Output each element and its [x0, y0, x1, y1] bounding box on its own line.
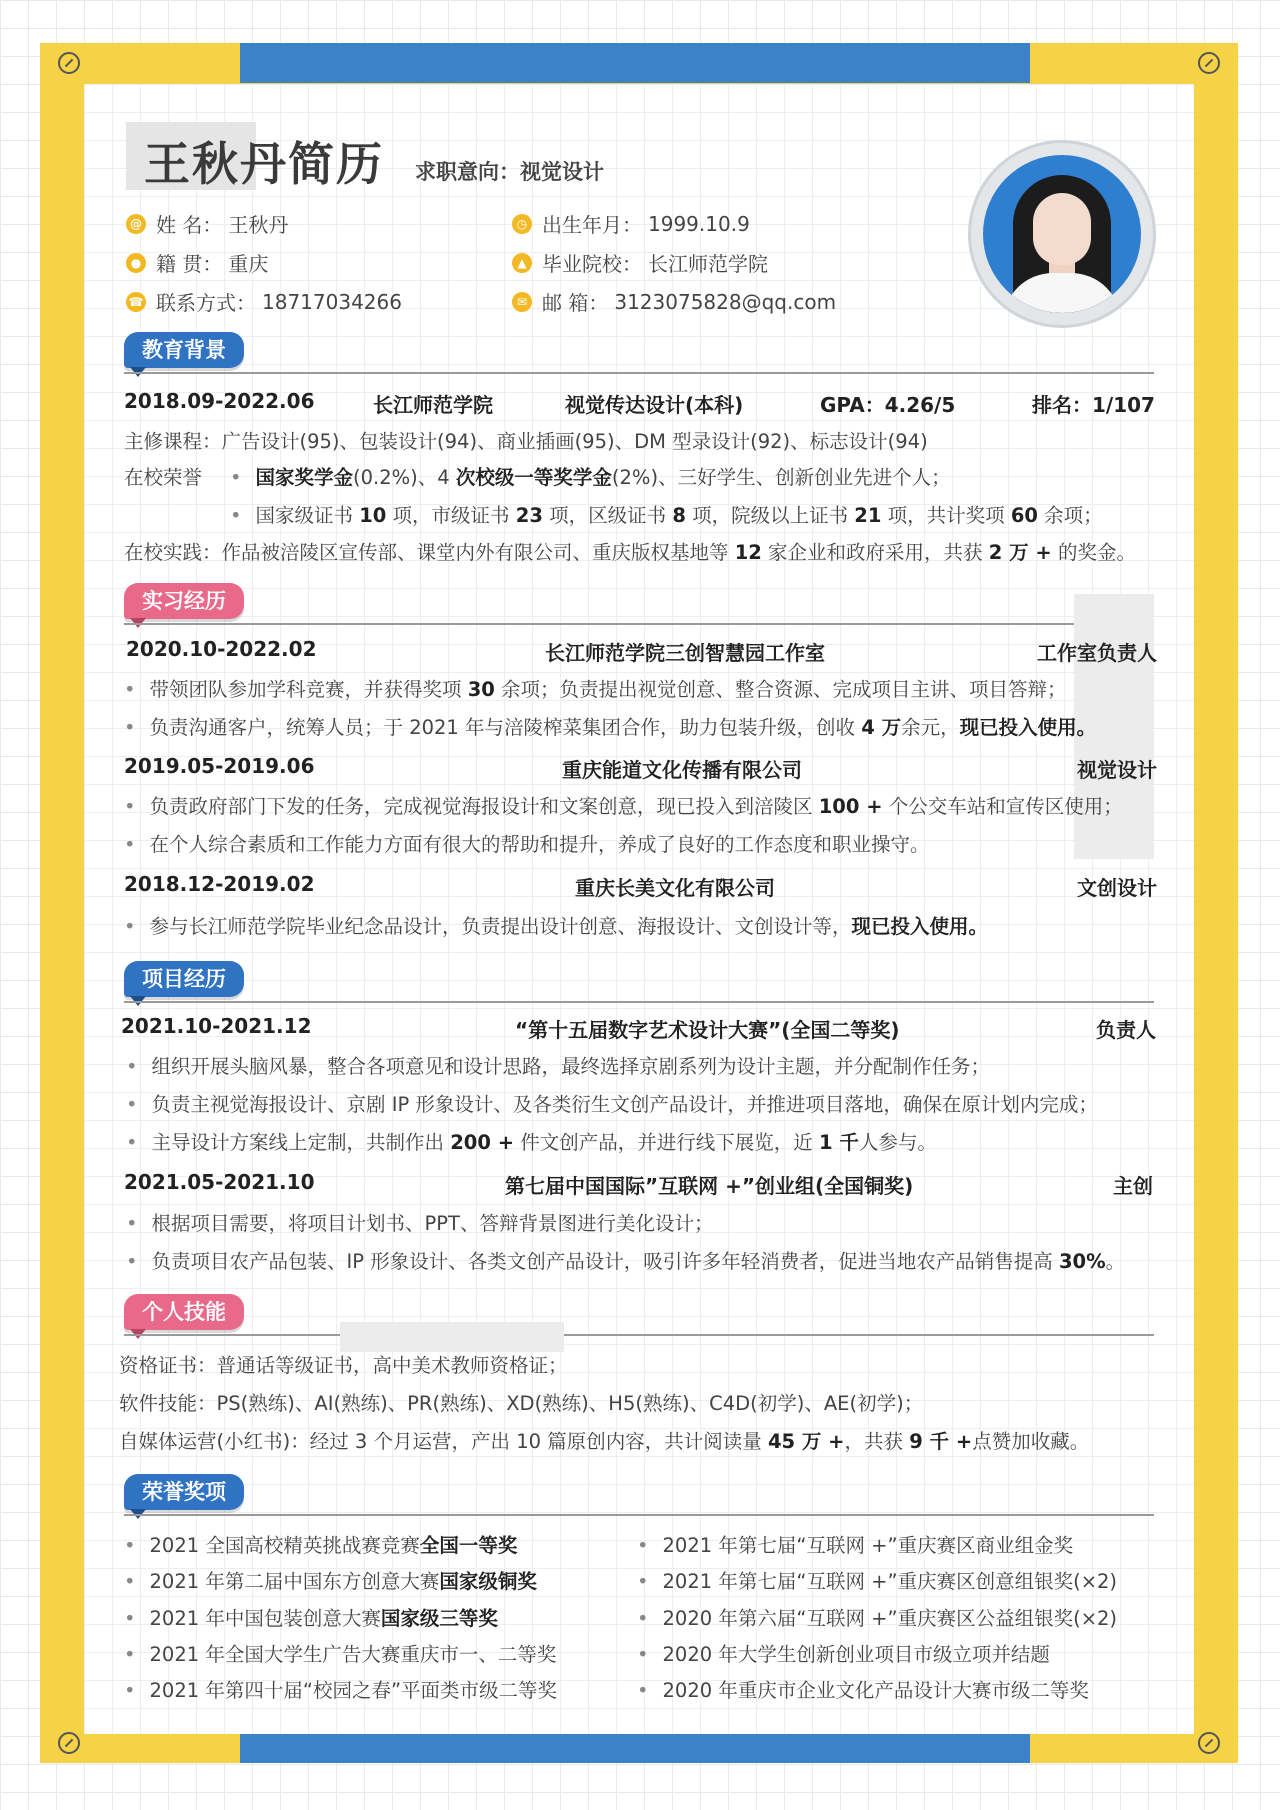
edu-gpa: GPA：4.26/5 — [820, 393, 956, 417]
edu-school: 长江师范学院 — [373, 393, 493, 417]
page-title: 王秋丹简历 — [144, 137, 384, 191]
edu-honor-2: • 国家级证书 10 项，市级证书 23 项，区级证书 8 项，院级以上证书 21 项，共计奖项 60 余项； — [230, 504, 1103, 527]
job2-line-2: • 在个人综合素质和工作能力方面有很大的帮助和提升，养成了良好的工作态度和职业操守。 — [124, 833, 930, 856]
info-birth: ◷ 出生年月： 1999.10.9 — [512, 209, 750, 238]
edu-major: 视觉传达设计(本科) — [565, 393, 744, 417]
award-left-3: • 2021 年中国包装创意大赛国家级三等奖 — [124, 1607, 498, 1630]
edu-rank: 排名：1/107 — [1032, 393, 1155, 417]
job-intent: 求职意向：视觉设计 — [415, 160, 604, 184]
project1-line-3: • 主导设计方案线上定制，共制作出 200 + 件文创产品，并进行线下展览，近 1 千人参与。 — [126, 1131, 937, 1154]
job1-role: 工作室负责人 — [1037, 641, 1157, 665]
section-awards: 荣誉奖项 — [124, 1474, 244, 1510]
section-projects: 项目经历 — [124, 961, 244, 997]
phone-icon: ☎ — [126, 292, 146, 312]
edu-courses: 主修课程：广告设计(95)、包装设计(94)、商业插画(95)、DM 型录设计(92)、标志设计(94) — [124, 430, 928, 453]
project1-line-2: • 负责主视觉海报设计、京剧 IP 形象设计、及各类衍生文创产品设计，并推进项目落地，确保在原计划内完成； — [126, 1093, 1098, 1116]
section-rule — [124, 1514, 1154, 1516]
screw-icon — [58, 52, 80, 74]
job3-role: 文创设计 — [1077, 876, 1157, 900]
award-left-2: • 2021 年第二届中国东方创意大赛国家级铜奖 — [124, 1570, 537, 1593]
avatar — [968, 140, 1156, 328]
job1-line-1: • 带领团队参加学科竞赛，并获得奖项 30 余项；负责提出视觉创意、整合资源、完成项目主讲、项目答辩； — [124, 678, 1067, 701]
clock-icon: ◷ — [512, 214, 532, 234]
skills-media: 自媒体运营(小红书)：经过 3 个月运营，产出 10 篇原创内容，共计阅读量 45 万 +，共获 9 千 +点赞加收藏。 — [119, 1430, 1090, 1453]
mail-icon: ✉ — [512, 292, 532, 312]
info-name: @ 姓 名： 王秋丹 — [126, 209, 288, 238]
section-education: 教育背景 — [124, 332, 244, 368]
job3-date: 2018.12-2019.02 — [124, 872, 315, 896]
location-pin-icon: ● — [126, 253, 146, 273]
award-right-1: • 2021 年第七届“互联网 +”重庆赛区商业组金奖 — [637, 1534, 1074, 1557]
frame-top-bar — [240, 43, 1030, 83]
section-skills: 个人技能 — [124, 1294, 244, 1330]
award-left-4: • 2021 年全国大学生广告大赛重庆市一、二等奖 — [124, 1643, 557, 1666]
job2-role: 视觉设计 — [1077, 758, 1157, 782]
job1-org: 长江师范学院三创智慧园工作室 — [545, 641, 825, 665]
skills-cert: 资格证书：普通话等级证书，高中美术教师资格证； — [119, 1354, 568, 1377]
shade-block — [340, 1322, 564, 1352]
award-right-2: • 2021 年第七届“互联网 +”重庆赛区创意组银奖(×2) — [637, 1570, 1118, 1593]
section-internship: 实习经历 — [124, 583, 244, 619]
section-rule — [124, 372, 1154, 374]
project2-name: 第七届中国国际”互联网 +”创业组(全国铜奖) — [505, 1174, 914, 1198]
project2-line-2: • 负责项目农产品包装、IP 形象设计、各类文创产品设计，吸引许多年轻消费者，促进当地农产品销售提高 30%。 — [126, 1250, 1126, 1273]
edu-honor-1: • 国家奖学金(0.2%)、4 次校级一等奖学金(2%)、三好学生、创新创业先进个人； — [230, 466, 951, 489]
project2-role: 主创 — [1113, 1174, 1153, 1198]
project2-line-1: • 根据项目需要，将项目计划书、PPT、答辩背景图进行美化设计； — [126, 1212, 714, 1235]
edu-practice: 在校实践：作品被涪陵区宣传部、课堂内外有限公司、重庆版权基地等 12 家企业和政府采用，共获 2 万 + 的奖金。 — [124, 541, 1136, 564]
job3-line-1: • 参与长江师范学院毕业纪念品设计，负责提出设计创意、海报设计、文创设计等，现已投入使用。 — [124, 915, 989, 938]
job2-date: 2019.05-2019.06 — [124, 754, 315, 778]
section-rule — [124, 1001, 1154, 1003]
section-rule — [124, 1334, 1154, 1336]
edu-date: 2018.09-2022.06 — [124, 389, 315, 413]
job3-org: 重庆长美文化有限公司 — [575, 876, 775, 900]
screw-icon — [58, 1732, 80, 1754]
project1-name: “第十五届数字艺术设计大赛”(全国二等奖) — [515, 1018, 900, 1042]
job2-org: 重庆能道文化传播有限公司 — [562, 758, 802, 782]
screw-icon — [1198, 52, 1220, 74]
project1-line-1: • 组织开展头脑风暴，整合各项意见和设计思路，最终选择京剧系列为设计主题，并分配制作任务； — [126, 1055, 991, 1078]
project2-date: 2021.05-2021.10 — [124, 1170, 315, 1194]
project1-date: 2021.10-2021.12 — [121, 1014, 312, 1038]
resume-paper — [84, 84, 1194, 1734]
info-email: ✉ 邮 箱： 3123075828@qq.com — [512, 287, 836, 316]
job2-line-1: • 负责政府部门下发的任务，完成视觉海报设计和文案创意，现已投入到涪陵区 100 + 个公交车站和宣传区使用； — [124, 795, 1123, 818]
info-school: ▲ 毕业院校： 长江师范学院 — [512, 248, 768, 277]
skills-software: 软件技能：PS(熟练)、AI(熟练)、PR(熟练)、XD(熟练)、H5(熟练)、C4D(初学)、AE(初学)； — [119, 1392, 924, 1415]
info-phone: ☎ 联系方式： 18717034266 — [126, 287, 402, 316]
award-right-5: • 2020 年重庆市企业文化产品设计大赛市级二等奖 — [637, 1679, 1089, 1702]
section-rule — [124, 623, 1154, 625]
award-right-4: • 2020 年大学生创新创业项目市级立项并结题 — [637, 1643, 1050, 1666]
graduation-cap-icon: ▲ — [512, 253, 532, 273]
screw-icon — [1198, 1732, 1220, 1754]
job1-date: 2020.10-2022.02 — [126, 637, 317, 661]
project1-role: 负责人 — [1096, 1018, 1156, 1042]
edu-honors-label: 在校荣誉 — [124, 466, 203, 489]
award-left-1: • 2021 全国高校精英挑战赛竞赛全国一等奖 — [124, 1534, 518, 1557]
award-right-3: • 2020 年第六届“互联网 +”重庆赛区公益组银奖(×2) — [637, 1607, 1118, 1630]
job1-line-2: • 负责沟通客户，统筹人员；于 2021 年与涪陵榨菜集团合作，助力包装升级，创收 4 万余元，现已投入使用。 — [124, 716, 1097, 739]
award-left-5: • 2021 年第四十届“校园之春”平面类市级二等奖 — [124, 1679, 558, 1702]
at-icon: @ — [126, 214, 146, 234]
info-origin: ● 籍 贯： 重庆 — [126, 248, 268, 277]
profile-photo — [983, 155, 1141, 313]
